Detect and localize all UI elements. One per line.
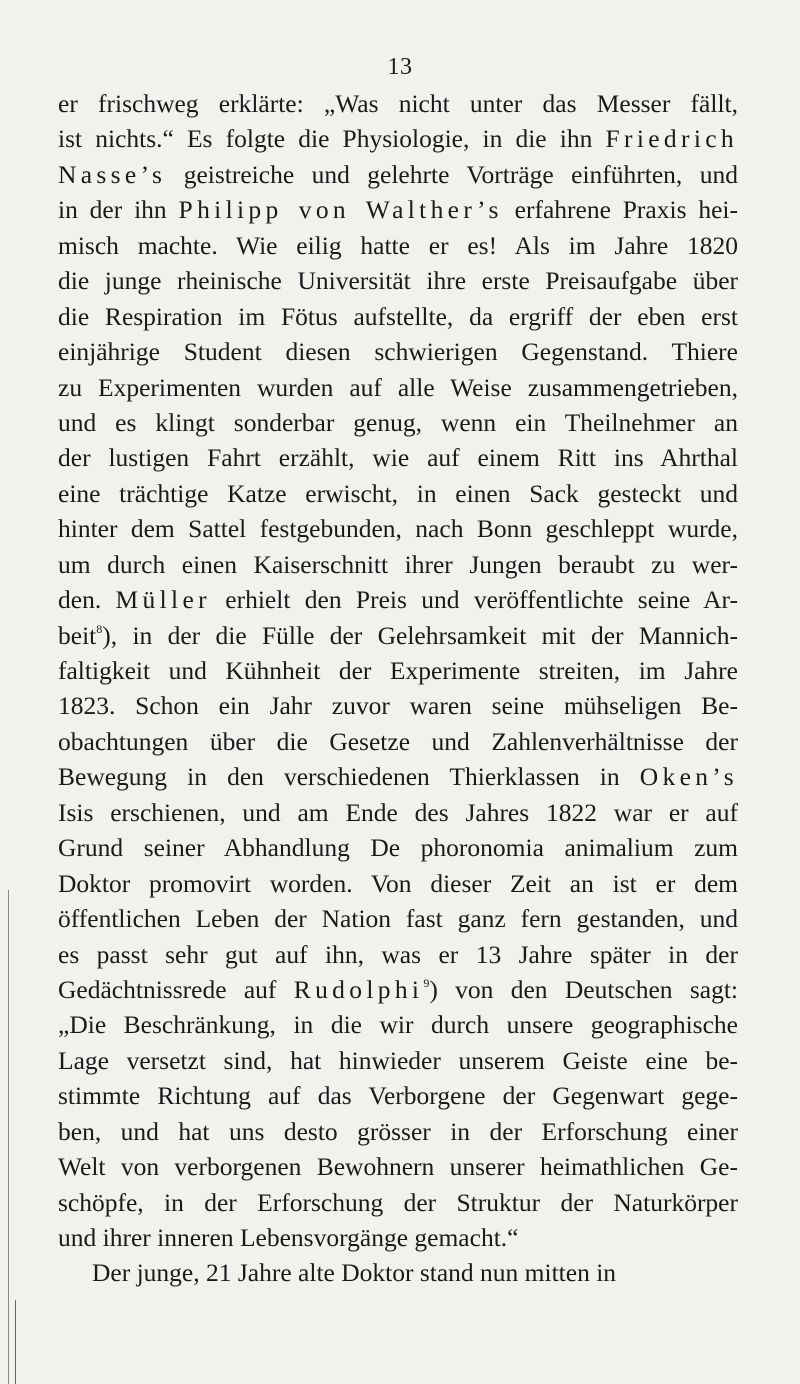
text-line [58, 440, 738, 475]
text-line [58, 547, 738, 582]
text-line [58, 759, 738, 794]
text-line [58, 1149, 738, 1184]
text-segment: beit [58, 620, 97, 650]
text-line [58, 795, 738, 830]
text-line [58, 511, 738, 546]
text-line [58, 405, 738, 440]
text-segment: es passt sehr gut auf ihn, was er 13 Jahre später in der [58, 939, 738, 969]
text-segment: stimmte Richtung auf das Verborgene der Gegenwart gege- [58, 1081, 738, 1111]
text-line [58, 334, 738, 369]
text-segment: die Respiration im Fötus aufstellte, da ergriff der eben erst [58, 301, 738, 331]
text-line [58, 972, 738, 1007]
text-line [58, 1007, 738, 1042]
text-segment: ist nichts.“ Es folgte die Physiologie, in die ihn [58, 124, 606, 154]
text-line [58, 1078, 738, 1113]
text-segment: öffentlichen Leben der Nation fast ganz fern gestanden, und [58, 904, 738, 934]
emphasized-name: Müller [115, 585, 211, 615]
text-line [58, 228, 738, 263]
emphasized-name: Rudolphi [293, 974, 424, 1004]
text-line [58, 830, 738, 865]
text-segment: schöpfe, in der Erforschung der Struktur der Naturkörper [58, 1187, 738, 1217]
text-segment: Lage versetzt sind, hat hinwieder unserem Geiste eine be- [58, 1045, 738, 1075]
text-segment: der lustigen Fahrt erzählt, wie auf einem Ritt ins Ahrthal [58, 443, 738, 473]
text-line [58, 1220, 738, 1255]
page-number: 13 [387, 54, 413, 80]
text-segment: einjährige Student diesen schwierigen Gegenstand. Thiere [58, 337, 738, 367]
text-segment: misch machte. Wie eilig hatte er es! Als im Jahre 1820 [58, 230, 738, 260]
text-line [58, 476, 738, 511]
text-segment: in der ihn [58, 195, 179, 225]
text-line [58, 192, 738, 227]
text-line [58, 1255, 738, 1290]
emphasized-name: Oken’s [639, 762, 738, 792]
text-line [58, 263, 738, 298]
text-line [58, 901, 738, 936]
text-segment: ), in der die Fülle der Gelehrsamkeit mit der Mannich- [102, 620, 738, 650]
text-segment: und ihrer inneren Lebensvorgänge gemacht.“ [58, 1223, 519, 1252]
footnote-marker: 8 [96, 621, 103, 636]
footnote-marker: 9 [423, 975, 430, 990]
text-segment: eine trächtige Katze erwischt, in einen Sack gesteckt und [58, 478, 738, 508]
emphasized-name: Philipp von Walther’s [178, 195, 503, 225]
text-segment: Welt von verborgenen Bewohnern unserer heimathlichen Ge- [58, 1152, 738, 1182]
text-segment: zu Experimenten wurden auf alle Weise zusammengetrieben, [58, 372, 738, 402]
text-segment: geistreiche und gelehrte Vorträge einführten, und [166, 159, 738, 189]
text-line [58, 299, 738, 334]
text-segment: Doktor promovirt worden. Von dieser Zeit an ist er dem [58, 868, 738, 898]
text-line [58, 582, 738, 617]
text-segment: erfahrene Praxis hei- [502, 195, 738, 225]
emphasized-name: Nasse’s [58, 159, 167, 189]
text-segment: Gedächtnissrede auf [58, 974, 294, 1004]
text-line [58, 370, 738, 405]
emphasized-name: Friedrich [605, 124, 738, 154]
text-segment: den. [58, 585, 116, 615]
text-segment: und es klingt sonderbar genug, wenn ein Theilnehmer an [58, 407, 738, 437]
text-line [58, 688, 738, 723]
text-segment: Grund seiner Abhandlung De phoronomia animalium zum [58, 833, 738, 863]
text-segment: faltigkeit und Kühnheit der Experimente streiten, im Jahre [58, 656, 738, 685]
text-line [58, 1185, 738, 1220]
text-line [58, 866, 738, 901]
text-segment: 1823. Schon ein Jahr zuvor waren seine mühseligen Be- [58, 691, 738, 721]
text-segment: erhielt den Preis und veröffentlichte seine Ar- [210, 585, 738, 615]
text-line [58, 937, 738, 972]
text-segment: um durch einen Kaiserschnitt ihrer Jungen beraubt zu wer- [58, 549, 738, 579]
text-line [58, 653, 738, 688]
text-segment: ) von den Deutschen sagt: [429, 974, 738, 1004]
text-segment: die junge rheinische Universität ihre erste Preisaufgabe über [58, 266, 738, 296]
text-line [58, 618, 738, 653]
page-edge-shadow [8, 890, 9, 1384]
text-line [58, 724, 738, 759]
text-segment: er frischweg erklärte: „Was nicht unter das Messer fällt, [58, 89, 738, 118]
text-line [58, 86, 738, 121]
text-line [58, 157, 738, 192]
text-line [58, 121, 738, 156]
text-segment: ben, und hat uns desto grösser in der Erforschung einer [58, 1116, 738, 1146]
text-segment: obachtungen über die Gesetze und Zahlenverhältnisse der [58, 726, 738, 756]
text-segment: Bewegung in den verschiedenen Thierklassen in [58, 762, 640, 792]
text-line [58, 1114, 738, 1149]
body-text [58, 86, 738, 1291]
text-segment: „Die Beschränkung, in die wir durch unsere geographische [58, 1010, 738, 1040]
text-segment: Isis erschienen, und am Ende des Jahres 1822 war er auf [58, 797, 738, 827]
text-segment: Der junge, 21 Jahre alte Doktor stand nun mitten in [92, 1258, 617, 1288]
page-edge-mark [15, 1300, 16, 1384]
text-segment: hinter dem Sattel festgebunden, nach Bonn geschleppt wurde, [58, 514, 738, 544]
text-line [58, 1043, 738, 1078]
